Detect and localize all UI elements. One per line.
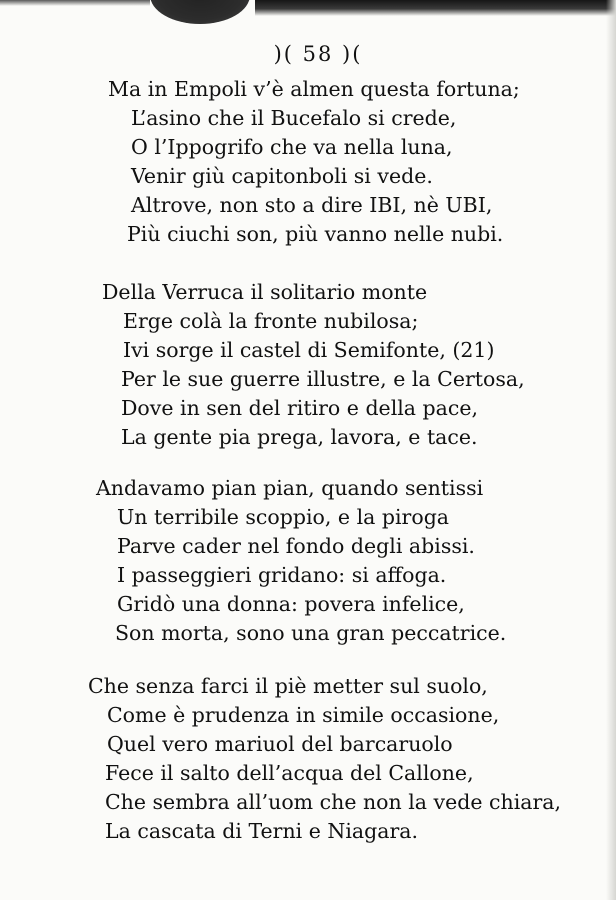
- verse-line: Andavamo pian pian, quando sentissi: [96, 476, 484, 500]
- verse-line: Fece il salto dell’acqua del Callone,: [105, 761, 474, 785]
- verse-line: Più ciuchi son, più vanno nelle nubi.: [127, 222, 504, 246]
- verse-line: Gridò una donna: povera infelice,: [117, 592, 465, 616]
- verse-line: Della Verruca il solitario monte: [102, 280, 428, 304]
- scan-shadow-top-left: [0, 0, 150, 6]
- verse-line: Venir giù capitonboli si vede.: [131, 164, 433, 188]
- verse-line: La gente pia prega, lavora, e tace.: [121, 425, 478, 449]
- scan-shadow-top-right: [255, 0, 616, 16]
- page-number: )( 58 )(: [273, 42, 363, 66]
- verse-line: I passeggieri gridano: si affoga.: [117, 563, 447, 587]
- verse-line: L’asino che il Bucefalo si crede,: [131, 106, 457, 130]
- verse-line: Che sembra all’uom che non la vede chiara,: [105, 790, 562, 814]
- verse-line: Quel vero mariuol del barcaruolo: [107, 732, 453, 756]
- verse-line: La cascata di Terni e Niagara.: [105, 819, 418, 843]
- verse-line: Ma in Empoli v’è almen questa fortuna;: [108, 77, 520, 101]
- verse-line: Come è prudenza in simile occasione,: [107, 703, 500, 727]
- verse-line: Son morta, sono una gran peccatrice.: [115, 621, 507, 645]
- page-edge-shadow: [606, 0, 616, 900]
- verse-line: Dove in sen del ritiro e della pace,: [121, 396, 479, 420]
- verse-line: Per le sue guerre illustre, e la Certosa,: [121, 367, 525, 391]
- verse-line: O l’Ippogrifo che va nella luna,: [131, 135, 453, 159]
- verse-line: Un terribile scoppio, e la piroga: [117, 505, 450, 529]
- verse-line: Parve cader nel fondo degli abissi.: [117, 534, 475, 558]
- binding-hole: [150, 0, 250, 24]
- verse-line: Erge colà la fronte nubilosa;: [123, 309, 419, 333]
- verse-line: Ivi sorge il castel di Semifonte, (21): [123, 338, 495, 362]
- verse-line: Che senza farci il piè metter sul suolo,: [88, 674, 488, 698]
- verse-line: Altrove, non sto a dire IBI, nè UBI,: [131, 193, 493, 217]
